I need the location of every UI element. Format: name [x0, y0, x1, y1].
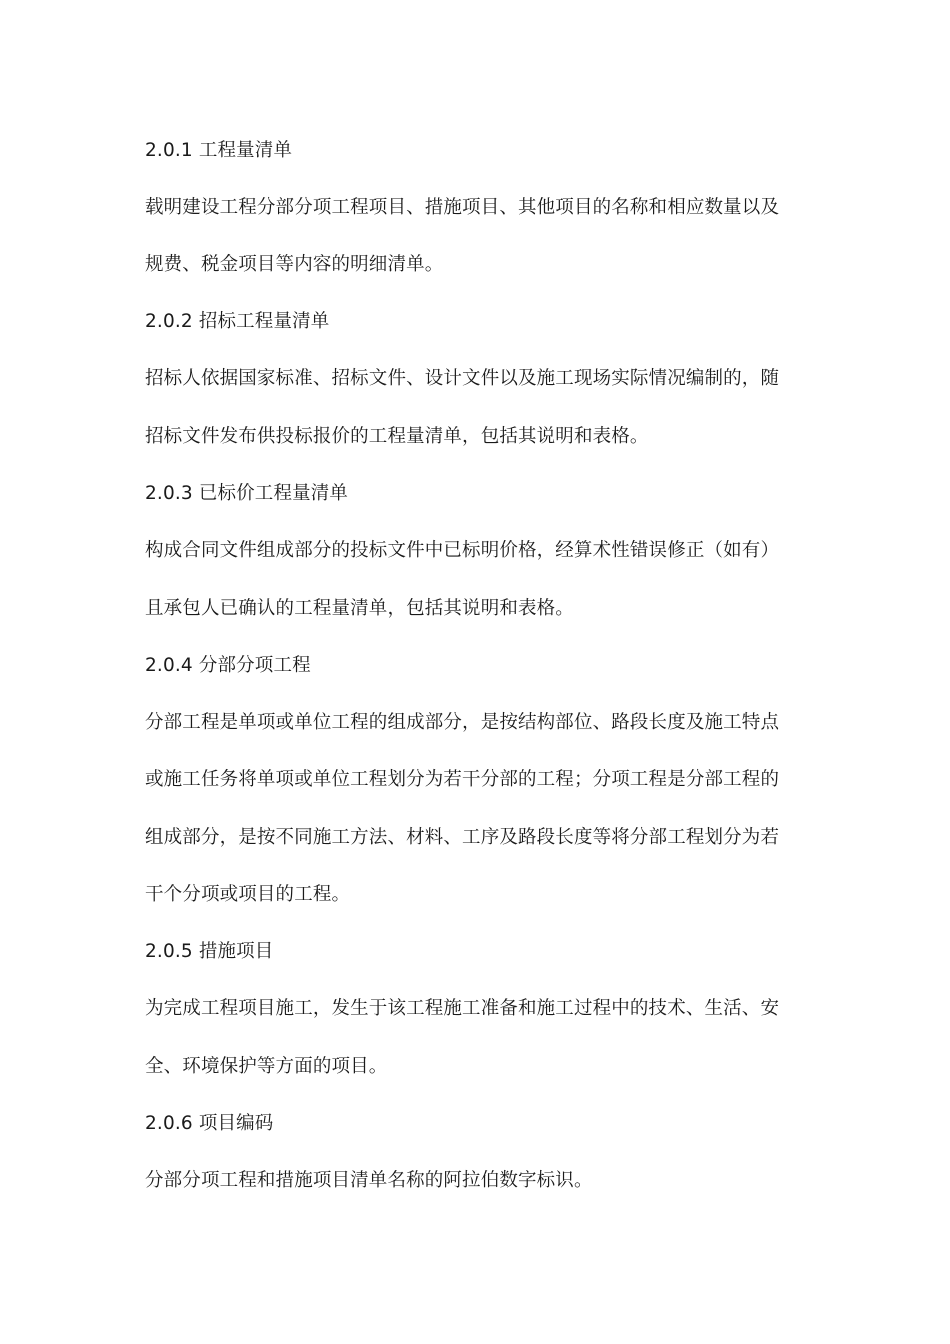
section-heading-2-0-3: 2.0.3 已标价工程量清单 — [145, 483, 349, 504]
paragraph-line: 全、环境保护等方面的项目。 — [145, 1056, 388, 1077]
paragraph-line: 构成合同文件组成部分的投标文件中已标明价格，经算术性错误修正（如有） — [145, 540, 780, 561]
paragraph-line: 分部分项工程和措施项目清单名称的阿拉伯数字标识。 — [145, 1170, 593, 1191]
section-heading-2-0-5: 2.0.5 措施项目 — [145, 941, 274, 962]
section-heading-2-0-2: 2.0.2 招标工程量清单 — [145, 311, 330, 332]
paragraph-line: 或施工任务将单项或单位工程划分为若干分部的工程；分项工程是分部工程的 — [145, 769, 780, 790]
section-heading-2-0-4: 2.0.4 分部分项工程 — [145, 655, 311, 676]
section-heading-2-0-1: 2.0.1 工程量清单 — [145, 140, 293, 161]
paragraph-line: 规费、税金项目等内容的明细清单。 — [145, 254, 444, 275]
paragraph-line: 招标人依据国家标准、招标文件、设计文件以及施工现场实际情况编制的，随 — [145, 368, 780, 389]
paragraph-line: 干个分项或项目的工程。 — [145, 884, 351, 905]
paragraph-line: 组成部分，是按不同施工方法、材料、工序及路段长度等将分部工程划分为若 — [145, 827, 780, 848]
section-heading-2-0-6: 2.0.6 项目编码 — [145, 1113, 274, 1134]
paragraph-line: 且承包人已确认的工程量清单，包括其说明和表格。 — [145, 598, 574, 619]
paragraph-line: 招标文件发布供投标报价的工程量清单，包括其说明和表格。 — [145, 426, 649, 447]
paragraph-line: 载明建设工程分部分项工程项目、措施项目、其他项目的名称和相应数量以及 — [145, 197, 780, 218]
paragraph-line: 分部工程是单项或单位工程的组成部分，是按结构部位、路段长度及施工特点 — [145, 712, 780, 733]
paragraph-line: 为完成工程项目施工，发生于该工程施工准备和施工过程中的技术、生活、安 — [145, 998, 780, 1019]
